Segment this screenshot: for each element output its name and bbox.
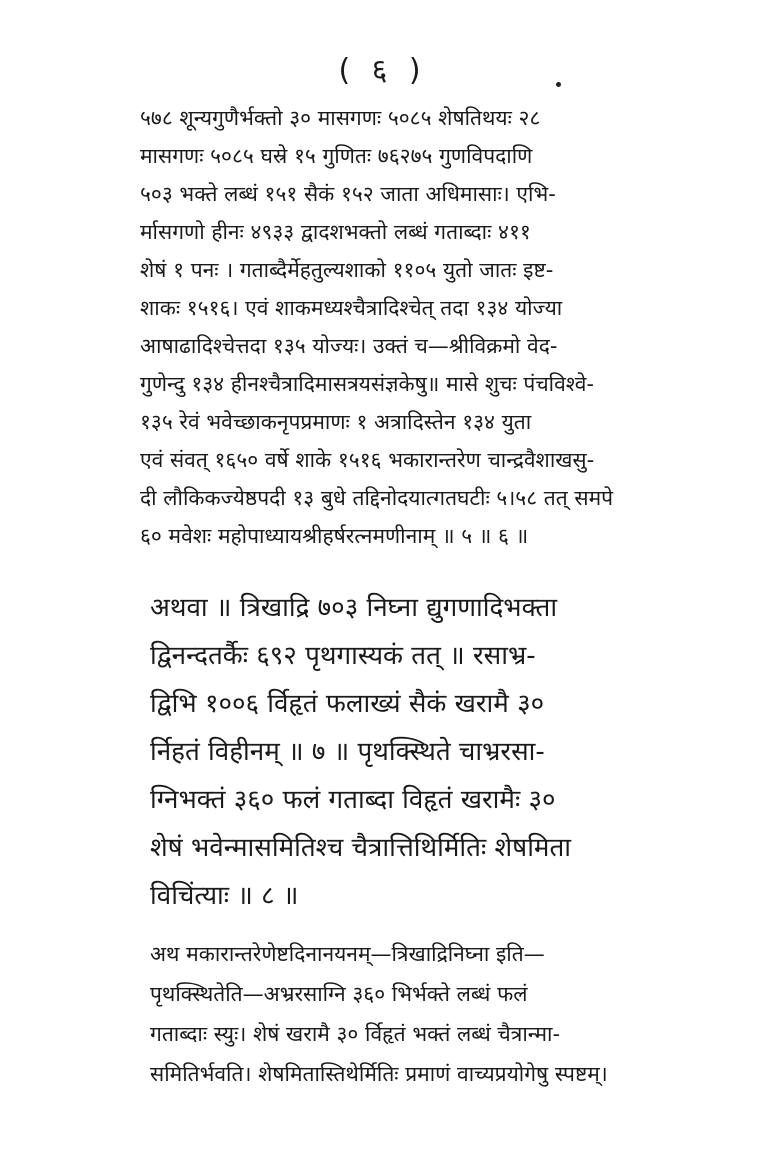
closing-line: पृथक्स्थितेति—अभ्ररसाग्नि ३६० भिर्भक्ते लब्धं फलं xyxy=(150,982,528,1006)
commentary-line: ६० मवेशः महोपाध्यायश्रीहर्षरत्नमणीनाम् ॥ ५ ॥ ६ ॥ xyxy=(140,524,529,548)
verse-line: द्विभि १००६ र्विहृतं फलाख्यं सैकं खरामै ३० xyxy=(150,689,545,719)
commentary-line: एवं संवत् १६५० वर्षे शाके १५१६ भकारान्तरेण चान्द्रवैशाखसु- xyxy=(140,448,595,472)
verse-line: अथवा ॥ त्रिखाद्रि ७०३ निघ्ना द्युगणादिभक्ता xyxy=(150,593,558,623)
commentary-line: दी लौकिकज्येष्ठपदी १३ बुधे तद्दिनोदयात्गतघटीः ५।५८ तत् समपे xyxy=(140,486,614,510)
verse-line: ग्निभक्तं ३६० फलं गताब्दा विहृतं खरामैः ३० xyxy=(150,785,556,815)
commentary-line: ५०३ भक्ते लब्धं १५१ सैकं १५२ जाता अधिमासाः। एभि- xyxy=(140,182,556,206)
commentary-line: १३५ रेवं भवेच्छाकनृपप्रमाणः १ अत्रादिस्तेन १३४ युता xyxy=(140,410,532,434)
verse-line: र्निहतं विहीनम् ॥ ७ ॥ पृथक्स्थिते चाभ्ररसा- xyxy=(150,737,545,767)
page-number: ( ६ ) xyxy=(338,53,427,88)
verse-line: विचिंत्याः ॥ ८ ॥ xyxy=(150,881,299,911)
ink-speck xyxy=(556,82,561,87)
verse-line: शेषं भवेन्मासमितिश्च चैत्रात्तिथिर्मितिः शेषमिता xyxy=(150,833,572,863)
commentary-line: र्मासगणो हीनः ४९३३ द्वादशभक्तो लब्धं गताब्दाः ४११ xyxy=(140,220,531,244)
commentary-line: आषाढादिश्चेत्तदा १३५ योज्यः। उक्तं च—श्रीविक्रमो वेद- xyxy=(140,334,558,358)
commentary-line: मासगणः ५०८५ घस्रे १५ गुणितः ७६२७५ गुणविपदाणि xyxy=(140,144,533,168)
closing-line: गताब्दाः स्युः। शेषं खरामै ३० र्विहृतं भक्तं लब्धं चैत्रान्मा- xyxy=(150,1022,561,1046)
commentary-line: ५७८ शून्यगुणैर्भक्तो ३० मासगणः ५०८५ शेषतिथयः २८ xyxy=(140,106,541,130)
commentary-line: शेषं १ पनः । गताब्दैर्मेहतुल्यशाको ११०५ युतो जातः इष्ट- xyxy=(140,258,554,282)
closing-line: समितिर्भवति। शेषमितास्तिथेर्मितिः प्रमाणं वाच्यप्रयोगेषु स्पष्टम्। xyxy=(150,1062,608,1086)
verse-line: द्विनन्दतर्कैः ६९२ पृथगास्यकं तत् ॥ रसाभ्र- xyxy=(150,641,536,671)
commentary-line: शाकः १५१६। एवं शाकमध्यश्चैत्रादिश्चेत् तदा १३४ योज्या xyxy=(140,296,563,320)
closing-line: अथ मकारान्तरेणेष्टदिनानयनम्—त्रिखाद्रिनिघ्ना इति— xyxy=(150,942,545,966)
commentary-line: गुणेन्दु १३४ हीनश्चैत्रादिमासत्रयसंज्ञकेषु॥ मासे शुचः पंचविश्वे- xyxy=(140,372,594,396)
